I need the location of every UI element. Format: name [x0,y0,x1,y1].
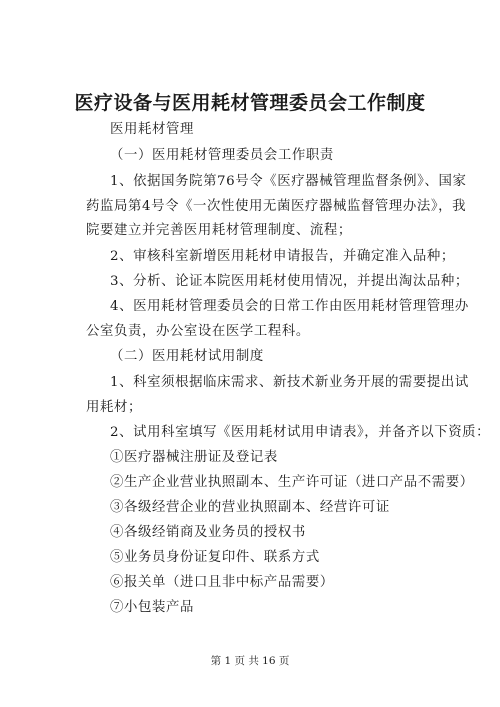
paragraph-line: 用耗材； [86,400,142,415]
paragraph-line: 1、科室须根据临床需求、新技术新业务开展的需要提出试 [110,375,469,390]
paragraph-line: 2、审核科室新增医用耗材申请报告，并确定准入品种； [110,249,455,264]
list-item: ⑥报关单（进口且非中标产品需要） [110,575,334,590]
paragraph-line: 公室负责，办公室设在医学工程科。 [86,324,310,339]
list-item: ①医疗器械注册证及登记表 [110,450,278,465]
list-item: ②生产企业营业执照副本、生产许可证（进口产品不需要） [110,475,474,490]
list-item: ③各级经营企业的营业执照副本、经营许可证 [110,500,390,515]
subsection-heading: （二）医用耗材试用制度 [110,349,264,364]
section-heading: 医用耗材管理 [110,122,194,137]
paragraph-line: 1、依据国务院第76号令《医疗器械管理监督条例》、国家 [110,174,467,189]
paragraph-line: 2、试用科室填写《医用耗材试用申请表》，并备齐以下资质： [110,425,491,440]
list-item: ④各级经销商及业务员的授权书 [110,525,306,540]
paragraph-line: 3、分析、论证本院医用耗材使用情况，并提出淘汰品种； [110,274,469,289]
subsection-heading: （一）医用耗材管理委员会工作职责 [110,148,334,163]
paragraph-line: 院要建立并完善医用耗材管理制度、流程； [86,223,352,238]
list-item: ⑤业务员身份证复印件、联系方式 [110,550,320,565]
list-item: ⑦小包装产品 [110,600,194,615]
paragraph-line: 4、医用耗材管理委员会的日常工作由医用耗材管理管理办 [110,299,469,314]
page-footer: 第 1 页 共 16 页 [210,655,290,667]
paragraph-line: 药监局第4号令《一次性使用无菌医疗器械监督管理办法》，我 [86,199,467,214]
page-title: 医疗设备与医用耗材管理委员会工作制度 [74,92,426,114]
